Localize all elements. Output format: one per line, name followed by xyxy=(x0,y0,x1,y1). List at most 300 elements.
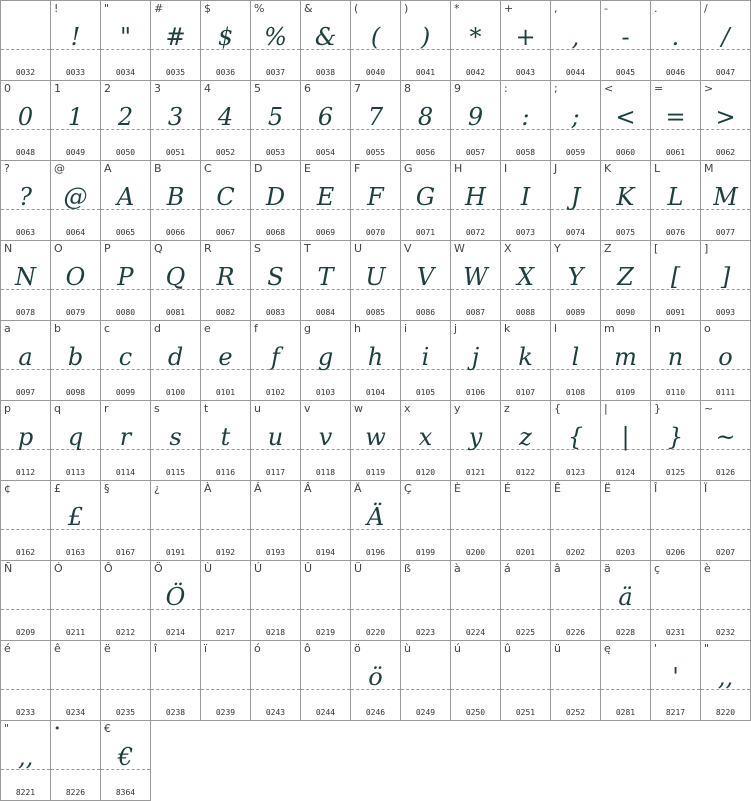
reference-character: Ç xyxy=(404,482,412,495)
glyph-sample xyxy=(101,497,150,537)
character-code: 0040 xyxy=(365,68,386,77)
glyph-sample: l xyxy=(571,343,580,371)
reference-character: Ü xyxy=(354,562,363,575)
glyph-cell xyxy=(100,400,151,481)
glyph-cell xyxy=(150,0,201,81)
character-code: 0228 xyxy=(615,628,636,637)
glyph-cell xyxy=(600,160,651,241)
character-code: 0239 xyxy=(215,708,236,717)
reference-character: o xyxy=(704,322,711,335)
glyph-sample: > xyxy=(715,103,736,131)
character-code: 0115 xyxy=(165,468,186,477)
reference-character: s xyxy=(154,402,160,415)
reference-character: k xyxy=(504,322,511,335)
reference-character: À xyxy=(204,482,212,495)
reference-character: Q xyxy=(154,242,163,255)
glyph-sample: s xyxy=(169,423,182,451)
character-code: 0125 xyxy=(665,468,686,477)
glyph-cell xyxy=(600,0,651,81)
reference-character: Ê xyxy=(554,482,561,495)
reference-character: ô xyxy=(304,642,311,655)
reference-character: é xyxy=(4,642,11,655)
character-code: 0054 xyxy=(315,148,336,157)
glyph-cell xyxy=(0,720,51,801)
glyph-cell xyxy=(600,480,651,561)
glyph-sample: R xyxy=(216,263,235,291)
character-code: 0046 xyxy=(665,68,686,77)
character-code: 0052 xyxy=(215,148,236,157)
glyph-sample: k xyxy=(518,343,533,371)
glyph-sample: g xyxy=(317,343,334,371)
character-code: 0108 xyxy=(565,388,586,397)
glyph-cell xyxy=(50,640,101,721)
glyph-cell xyxy=(500,480,551,561)
character-code: 0100 xyxy=(165,388,186,397)
glyph-cell xyxy=(200,320,251,401)
glyph-cell xyxy=(250,640,301,721)
glyph-sample: $ xyxy=(217,23,234,51)
reference-character: B xyxy=(154,162,162,175)
glyph-cell xyxy=(250,320,301,401)
character-code: 0087 xyxy=(465,308,486,317)
character-code: 0074 xyxy=(565,228,586,237)
reference-character: y xyxy=(454,402,461,415)
glyph-sample xyxy=(51,657,100,697)
reference-character: ß xyxy=(404,562,411,575)
glyph-sample xyxy=(651,497,700,537)
glyph-sample xyxy=(501,497,550,537)
glyph-sample: [ xyxy=(670,263,681,291)
character-code: 0233 xyxy=(15,708,36,717)
character-code: 0086 xyxy=(415,308,436,317)
reference-character: " xyxy=(104,2,110,15)
character-code: 0038 xyxy=(315,68,336,77)
reference-character: / xyxy=(704,2,708,15)
glyph-cell xyxy=(550,480,601,561)
reference-character: } xyxy=(654,402,661,415)
glyph-cell xyxy=(500,640,551,721)
reference-character: j xyxy=(454,322,458,335)
glyph-cell xyxy=(150,480,201,561)
glyph-cell xyxy=(500,240,551,321)
glyph-sample: V xyxy=(416,263,435,291)
glyph-cell xyxy=(650,480,701,561)
glyph-cell xyxy=(650,560,701,641)
character-code: 0056 xyxy=(415,148,436,157)
glyph-sample xyxy=(251,497,300,537)
glyph-cell xyxy=(100,160,151,241)
glyph-cell xyxy=(0,400,51,481)
glyph-sample: < xyxy=(615,103,636,131)
glyph-cell xyxy=(350,400,401,481)
reference-character: £ xyxy=(54,482,61,495)
glyph-sample xyxy=(451,497,500,537)
glyph-cell xyxy=(400,320,451,401)
reference-character: F xyxy=(354,162,361,175)
character-code: 0103 xyxy=(315,388,336,397)
glyph-sample: ' xyxy=(672,663,679,691)
character-code: 0047 xyxy=(715,68,736,77)
glyph-cell xyxy=(450,0,501,81)
glyph-sample: Y xyxy=(567,263,584,291)
character-code: 0066 xyxy=(165,228,186,237)
character-code: 0209 xyxy=(15,628,36,637)
reference-character: ï xyxy=(204,642,208,655)
reference-character: ç xyxy=(654,562,661,575)
character-code: 0223 xyxy=(415,628,436,637)
reference-character: | xyxy=(604,402,608,415)
glyph-sample: £ xyxy=(67,503,84,531)
glyph-cell xyxy=(700,80,751,161)
character-code: 0065 xyxy=(115,228,136,237)
reference-character: ó xyxy=(254,642,261,655)
character-code: 0214 xyxy=(165,628,186,637)
glyph-sample xyxy=(251,577,300,617)
glyph-sample: 1 xyxy=(67,103,84,131)
glyph-cell xyxy=(650,0,701,81)
glyph-cell xyxy=(450,560,501,641)
glyph-sample xyxy=(1,657,50,697)
reference-character: â xyxy=(554,562,561,575)
glyph-sample: B xyxy=(166,183,185,211)
reference-character: W xyxy=(454,242,465,255)
glyph-sample xyxy=(1,17,50,57)
character-code: 0220 xyxy=(365,628,386,637)
glyph-cell xyxy=(100,480,151,561)
reference-character: Á xyxy=(254,482,262,495)
glyph-cell xyxy=(450,80,501,161)
character-code: 0167 xyxy=(115,548,136,557)
glyph-sample: X xyxy=(516,263,535,291)
reference-character: R xyxy=(204,242,212,255)
glyph-sample: K xyxy=(616,183,635,211)
reference-character: e xyxy=(204,322,211,335)
reference-character: [ xyxy=(654,242,659,255)
reference-character: 6 xyxy=(304,82,311,95)
glyph-sample: w xyxy=(365,423,386,451)
glyph-cell xyxy=(450,240,501,321)
reference-character: - xyxy=(604,2,608,15)
glyph-cell xyxy=(400,480,451,561)
glyph-sample xyxy=(301,497,350,537)
reference-character: h xyxy=(354,322,361,335)
glyph-cell xyxy=(700,320,751,401)
reference-character: 9 xyxy=(454,82,461,95)
glyph-sample: 2 xyxy=(117,103,134,131)
reference-character: n xyxy=(654,322,661,335)
glyph-sample: A xyxy=(116,183,135,211)
glyph-cell xyxy=(300,640,351,721)
glyph-sample: ‚‚ xyxy=(17,743,34,771)
glyph-sample: Ö xyxy=(165,583,186,611)
reference-character: c xyxy=(104,322,111,335)
glyph-sample: D xyxy=(265,183,286,211)
character-code: 0037 xyxy=(265,68,286,77)
reference-character: ę xyxy=(604,642,611,655)
glyph-sample: h xyxy=(367,343,384,371)
glyph-cell xyxy=(450,320,501,401)
character-code: 0091 xyxy=(665,308,686,317)
reference-character: ¢ xyxy=(4,482,11,495)
character-code: 0079 xyxy=(65,308,86,317)
character-code: 0231 xyxy=(665,628,686,637)
glyph-cell xyxy=(400,160,451,241)
glyph-sample: f xyxy=(271,343,280,371)
glyph-cell xyxy=(150,160,201,241)
glyph-sample: 0 xyxy=(17,103,34,131)
glyph-sample: . xyxy=(671,23,680,51)
glyph-cell xyxy=(350,240,401,321)
reference-character: > xyxy=(704,82,714,95)
reference-character: p xyxy=(4,402,11,415)
glyph-sample: u xyxy=(267,423,284,451)
glyph-cell xyxy=(100,80,151,161)
character-code: 0034 xyxy=(115,68,136,77)
glyph-cell xyxy=(200,160,251,241)
character-code: 0045 xyxy=(615,68,636,77)
reference-character: ( xyxy=(354,2,359,15)
reference-character: b xyxy=(54,322,61,335)
character-code: 0075 xyxy=(615,228,636,237)
character-code: 0082 xyxy=(215,308,236,317)
character-code: 0071 xyxy=(415,228,436,237)
reference-character: < xyxy=(604,82,614,95)
reference-character: É xyxy=(504,482,511,495)
glyph-sample xyxy=(701,577,750,617)
character-code: 0116 xyxy=(215,468,236,477)
glyph-cell xyxy=(400,80,451,161)
reference-character: . xyxy=(654,2,658,15)
character-code: 0163 xyxy=(65,548,86,557)
character-code: 0081 xyxy=(165,308,186,317)
character-code: 0055 xyxy=(365,148,386,157)
character-code: 0032 xyxy=(15,68,36,77)
character-code: 0035 xyxy=(165,68,186,77)
character-code: 0203 xyxy=(615,548,636,557)
reference-character: K xyxy=(604,162,612,175)
reference-character: X xyxy=(504,242,512,255)
reference-character: ö xyxy=(354,642,361,655)
glyph-sample: ] xyxy=(720,263,731,291)
character-code: 0162 xyxy=(15,548,36,557)
glyph-sample: o xyxy=(718,343,733,371)
reference-character: J xyxy=(554,162,558,175)
reference-character: v xyxy=(304,402,311,415)
reference-character: m xyxy=(604,322,615,335)
glyph-cell xyxy=(550,240,601,321)
glyph-cell xyxy=(450,400,501,481)
glyph-cell xyxy=(200,640,251,721)
character-code: 0041 xyxy=(415,68,436,77)
glyph-sample: % xyxy=(264,23,287,51)
glyph-cell xyxy=(500,80,551,161)
glyph-sample xyxy=(651,577,700,617)
reference-character: Ô xyxy=(104,562,113,575)
reference-character: , xyxy=(554,2,558,15)
glyph-cell xyxy=(300,80,351,161)
glyph-cell xyxy=(0,160,51,241)
reference-character: ú xyxy=(454,642,461,655)
glyph-sample: p xyxy=(17,423,34,451)
reference-character: Î xyxy=(654,482,658,495)
glyph-cell xyxy=(350,320,401,401)
glyph-sample xyxy=(451,577,500,617)
character-code: 0235 xyxy=(115,708,136,717)
glyph-sample xyxy=(151,657,200,697)
character-code: 0058 xyxy=(515,148,536,157)
glyph-cell xyxy=(700,400,751,481)
reference-character: Ñ xyxy=(4,562,13,575)
glyph-cell xyxy=(400,560,451,641)
glyph-cell xyxy=(600,640,651,721)
reference-character: r xyxy=(104,402,109,415)
glyph-cell xyxy=(600,240,651,321)
glyph-sample xyxy=(201,577,250,617)
glyph-sample xyxy=(601,657,650,697)
glyph-cell xyxy=(550,0,601,81)
character-code: 0084 xyxy=(315,308,336,317)
reference-character: z xyxy=(504,402,510,415)
glyph-sample: a xyxy=(18,343,33,371)
character-code: 0051 xyxy=(165,148,186,157)
glyph-cell xyxy=(350,80,401,161)
character-code: 0119 xyxy=(365,468,386,477)
glyph-sample: T xyxy=(317,263,334,291)
character-code: 8217 xyxy=(665,708,686,717)
glyph-sample: Ä xyxy=(366,503,385,531)
glyph-sample: I xyxy=(520,183,531,211)
reference-character: = xyxy=(654,82,664,95)
glyph-sample: E xyxy=(316,183,335,211)
character-code: 8226 xyxy=(65,788,86,797)
glyph-cell xyxy=(700,240,751,321)
glyph-cell xyxy=(250,400,301,481)
reference-character: S xyxy=(254,242,261,255)
character-code: 0101 xyxy=(215,388,236,397)
reference-character: * xyxy=(454,2,460,15)
glyph-sample: ) xyxy=(420,23,431,51)
character-code: 0070 xyxy=(365,228,386,237)
glyph-sample: " xyxy=(119,23,132,51)
character-code: 0090 xyxy=(615,308,636,317)
glyph-cell xyxy=(150,560,201,641)
character-code: 0194 xyxy=(315,548,336,557)
glyph-cell xyxy=(50,80,101,161)
character-code: 0226 xyxy=(565,628,586,637)
glyph-sample: N xyxy=(15,263,36,291)
character-code: 8221 xyxy=(15,788,36,797)
character-code: 0111 xyxy=(715,388,736,397)
reference-character: E xyxy=(304,162,311,175)
glyph-cell xyxy=(250,240,301,321)
glyph-cell xyxy=(100,320,151,401)
reference-character: ; xyxy=(554,82,558,95)
reference-character: Ù xyxy=(204,562,213,575)
glyph-sample xyxy=(51,737,100,777)
glyph-sample: m xyxy=(614,343,637,371)
character-code: 0072 xyxy=(465,228,486,237)
glyph-sample: b xyxy=(67,343,84,371)
glyph-cell xyxy=(550,560,601,641)
glyph-cell xyxy=(0,240,51,321)
character-code: 0224 xyxy=(465,628,486,637)
character-code: 0083 xyxy=(265,308,286,317)
glyph-cell xyxy=(200,80,251,161)
glyph-sample xyxy=(501,657,550,697)
glyph-cell xyxy=(300,160,351,241)
glyph-sample: H xyxy=(465,183,486,211)
glyph-sample: { xyxy=(567,423,584,451)
glyph-sample: U xyxy=(365,263,386,291)
glyph-sample: & xyxy=(314,23,337,51)
glyph-cell xyxy=(500,560,551,641)
character-code: 0225 xyxy=(515,628,536,637)
character-code: 0206 xyxy=(665,548,686,557)
glyph-cell xyxy=(0,0,51,81)
glyph-sample xyxy=(251,657,300,697)
character-code: 0238 xyxy=(165,708,186,717)
glyph-sample: j xyxy=(471,343,480,371)
glyph-sample: J xyxy=(570,183,581,211)
glyph-cell xyxy=(650,240,701,321)
reference-character: U xyxy=(354,242,363,255)
reference-character: % xyxy=(254,2,265,15)
glyph-sample: i xyxy=(421,343,430,371)
glyph-sample: € xyxy=(117,743,134,771)
character-code: 0109 xyxy=(615,388,636,397)
character-code: 0122 xyxy=(515,468,536,477)
reference-character: ù xyxy=(404,642,411,655)
glyph-sample: d xyxy=(167,343,184,371)
reference-character: 1 xyxy=(54,82,61,95)
glyph-sample xyxy=(151,497,200,537)
glyph-sample: = xyxy=(665,103,686,131)
character-code: 0120 xyxy=(415,468,436,477)
character-code: 0232 xyxy=(715,628,736,637)
character-code: 0114 xyxy=(115,468,136,477)
reference-character: i xyxy=(404,322,408,335)
reference-character: T xyxy=(304,242,311,255)
character-code: 0243 xyxy=(265,708,286,717)
character-code: 0102 xyxy=(265,388,286,397)
glyph-sample: y xyxy=(468,423,483,451)
character-code: 0281 xyxy=(615,708,636,717)
glyph-cell xyxy=(200,560,251,641)
glyph-cell xyxy=(400,240,451,321)
glyph-cell xyxy=(50,240,101,321)
glyph-sample: / xyxy=(721,23,730,51)
glyph-sample: 9 xyxy=(467,103,484,131)
glyph-cell xyxy=(200,400,251,481)
reference-character: 0 xyxy=(4,82,11,95)
glyph-sample: - xyxy=(621,23,630,51)
character-code: 0252 xyxy=(565,708,586,717)
reference-character: 8 xyxy=(404,82,411,95)
reference-character: : xyxy=(504,82,508,95)
glyph-sample: # xyxy=(165,23,186,51)
reference-character: Y xyxy=(554,242,561,255)
reference-character: à xyxy=(454,562,461,575)
reference-character: { xyxy=(554,402,561,415)
reference-character: § xyxy=(104,482,110,495)
glyph-cell xyxy=(500,400,551,481)
glyph-sample: W xyxy=(463,263,488,291)
glyph-cell xyxy=(150,80,201,161)
reference-character: û xyxy=(504,642,511,655)
character-code: 0062 xyxy=(715,148,736,157)
reference-character: f xyxy=(254,322,258,335)
reference-character: ä xyxy=(604,562,611,575)
